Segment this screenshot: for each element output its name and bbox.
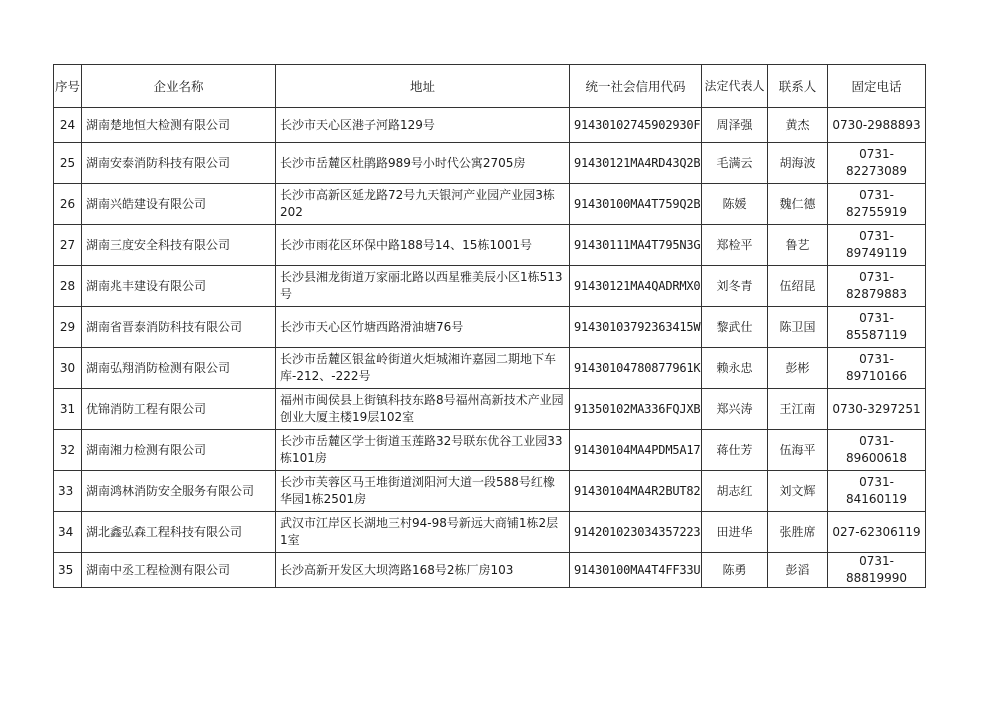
header-rep: 法定代表人 (702, 65, 768, 108)
cell-code: 91350102MA336FQJXB (570, 389, 702, 430)
cell-name: 湖南中丞工程检测有限公司 (82, 553, 276, 588)
cell-phone: 0731-82273089 (828, 143, 926, 184)
cell-code: 91430100MA4T4FF33U (570, 553, 702, 588)
cell-seq: 24 (54, 108, 82, 143)
enterprise-registry-table (53, 64, 926, 588)
cell-code: 91430102745902930F (570, 108, 702, 143)
cell-contact: 彭彬 (768, 348, 828, 389)
cell-phone: 0731-82879883 (828, 266, 926, 307)
cell-address: 长沙市天心区竹塘西路滑油塘76号 (276, 307, 570, 348)
cell-seq: 26 (54, 184, 82, 225)
cell-rep: 郑兴涛 (702, 389, 768, 430)
cell-address: 长沙市岳麓区银盆岭街道火炬城湘许嘉园二期地下车库-212、-222号 (276, 348, 570, 389)
cell-rep: 蒋仕芳 (702, 430, 768, 471)
header-contact: 联系人 (768, 65, 828, 108)
cell-contact: 黄杰 (768, 108, 828, 143)
cell-phone: 0731-82755919 (828, 184, 926, 225)
table-row (54, 307, 926, 348)
cell-contact: 伍海平 (768, 430, 828, 471)
cell-seq: 35 (54, 553, 82, 588)
table-row (54, 266, 926, 307)
cell-contact: 陈卫国 (768, 307, 828, 348)
cell-code: 91430104780877961K (570, 348, 702, 389)
cell-rep: 郑检平 (702, 225, 768, 266)
cell-contact: 魏仁德 (768, 184, 828, 225)
cell-contact: 王江南 (768, 389, 828, 430)
cell-code: 91430100MA4T759Q2B (570, 184, 702, 225)
cell-phone: 0731-88819990 (828, 553, 926, 588)
cell-seq: 28 (54, 266, 82, 307)
cell-phone: 0731-84160119 (828, 471, 926, 512)
cell-contact: 伍绍昆 (768, 266, 828, 307)
cell-address: 长沙县湘龙街道万家丽北路以西星雅美辰小区1栋513号 (276, 266, 570, 307)
cell-phone: 0731-89710166 (828, 348, 926, 389)
cell-seq: 25 (54, 143, 82, 184)
cell-address: 长沙市雨花区环保中路188号14、15栋1001号 (276, 225, 570, 266)
table-row (54, 430, 926, 471)
cell-name: 湖南鸿林消防安全服务有限公司 (82, 471, 276, 512)
cell-seq: 27 (54, 225, 82, 266)
header-seq: 序号 (54, 65, 82, 108)
cell-phone: 0731-85587119 (828, 307, 926, 348)
cell-name: 湖南兆丰建设有限公司 (82, 266, 276, 307)
header-code: 统一社会信用代码 (570, 65, 702, 108)
table-row (54, 471, 926, 512)
table-row (54, 225, 926, 266)
cell-seq: 33 (54, 471, 82, 512)
cell-rep: 陈媛 (702, 184, 768, 225)
table-row (54, 143, 926, 184)
cell-address: 长沙市芙蓉区马王堆街道浏阳河大道一段588号红橡华园1栋2501房 (276, 471, 570, 512)
cell-name: 湖南安泰消防科技有限公司 (82, 143, 276, 184)
cell-address: 长沙市天心区港子河路129号 (276, 108, 570, 143)
cell-phone: 0731-89600618 (828, 430, 926, 471)
cell-seq: 30 (54, 348, 82, 389)
cell-code: 91430121MA4RD43Q2B (570, 143, 702, 184)
cell-name: 湖南楚地恒大检测有限公司 (82, 108, 276, 143)
cell-address: 武汉市江岸区长湖地三村94-98号新远大商铺1栋2层1室 (276, 512, 570, 553)
table-row (54, 553, 926, 588)
table-row (54, 108, 926, 143)
cell-code: 914201023034357223 (570, 512, 702, 553)
cell-address: 福州市闽侯县上街镇科技东路8号福州高新技术产业园创业大厦主楼19层102室 (276, 389, 570, 430)
table-row (54, 389, 926, 430)
cell-phone: 0730-2988893 (828, 108, 926, 143)
cell-name: 湖南省晋泰消防科技有限公司 (82, 307, 276, 348)
cell-code: 91430104MA4R2BUT82 (570, 471, 702, 512)
header-phone: 固定电话 (828, 65, 926, 108)
cell-name: 湖南三度安全科技有限公司 (82, 225, 276, 266)
cell-rep: 刘冬青 (702, 266, 768, 307)
cell-name: 湖南湘力检测有限公司 (82, 430, 276, 471)
header-name: 企业名称 (82, 65, 276, 108)
cell-rep: 胡志红 (702, 471, 768, 512)
cell-rep: 陈勇 (702, 553, 768, 588)
cell-name: 湖北鑫弘森工程科技有限公司 (82, 512, 276, 553)
cell-name: 优锦消防工程有限公司 (82, 389, 276, 430)
cell-seq: 34 (54, 512, 82, 553)
cell-address: 长沙市高新区延龙路72号九天银河产业园产业园3栋202 (276, 184, 570, 225)
cell-rep: 周泽强 (702, 108, 768, 143)
table-row (54, 512, 926, 553)
header-row (54, 65, 926, 108)
cell-contact: 鲁艺 (768, 225, 828, 266)
cell-contact: 刘文辉 (768, 471, 828, 512)
cell-seq: 31 (54, 389, 82, 430)
cell-address: 长沙高新开发区大坝湾路168号2栋厂房103 (276, 553, 570, 588)
cell-contact: 彭滔 (768, 553, 828, 588)
cell-contact: 张胜席 (768, 512, 828, 553)
cell-phone: 0730-3297251 (828, 389, 926, 430)
table-row (54, 184, 926, 225)
cell-seq: 29 (54, 307, 82, 348)
cell-rep: 毛满云 (702, 143, 768, 184)
cell-contact: 胡海波 (768, 143, 828, 184)
table-row (54, 348, 926, 389)
cell-code: 91430111MA4T795N3G (570, 225, 702, 266)
cell-name: 湖南弘翔消防检测有限公司 (82, 348, 276, 389)
header-address: 地址 (276, 65, 570, 108)
cell-code: 91430103792363415W (570, 307, 702, 348)
cell-address: 长沙市岳麓区杜鹃路989号小时代公寓2705房 (276, 143, 570, 184)
cell-address: 长沙市岳麓区学士街道玉莲路32号联东优谷工业园33栋101房 (276, 430, 570, 471)
cell-name: 湖南兴皓建设有限公司 (82, 184, 276, 225)
cell-code: 91430104MA4PDM5A17 (570, 430, 702, 471)
cell-phone: 0731-89749119 (828, 225, 926, 266)
cell-rep: 黎武仕 (702, 307, 768, 348)
cell-rep: 田进华 (702, 512, 768, 553)
cell-code: 91430121MA4QADRMX0 (570, 266, 702, 307)
cell-phone: 027-62306119 (828, 512, 926, 553)
cell-rep: 赖永忠 (702, 348, 768, 389)
cell-seq: 32 (54, 430, 82, 471)
